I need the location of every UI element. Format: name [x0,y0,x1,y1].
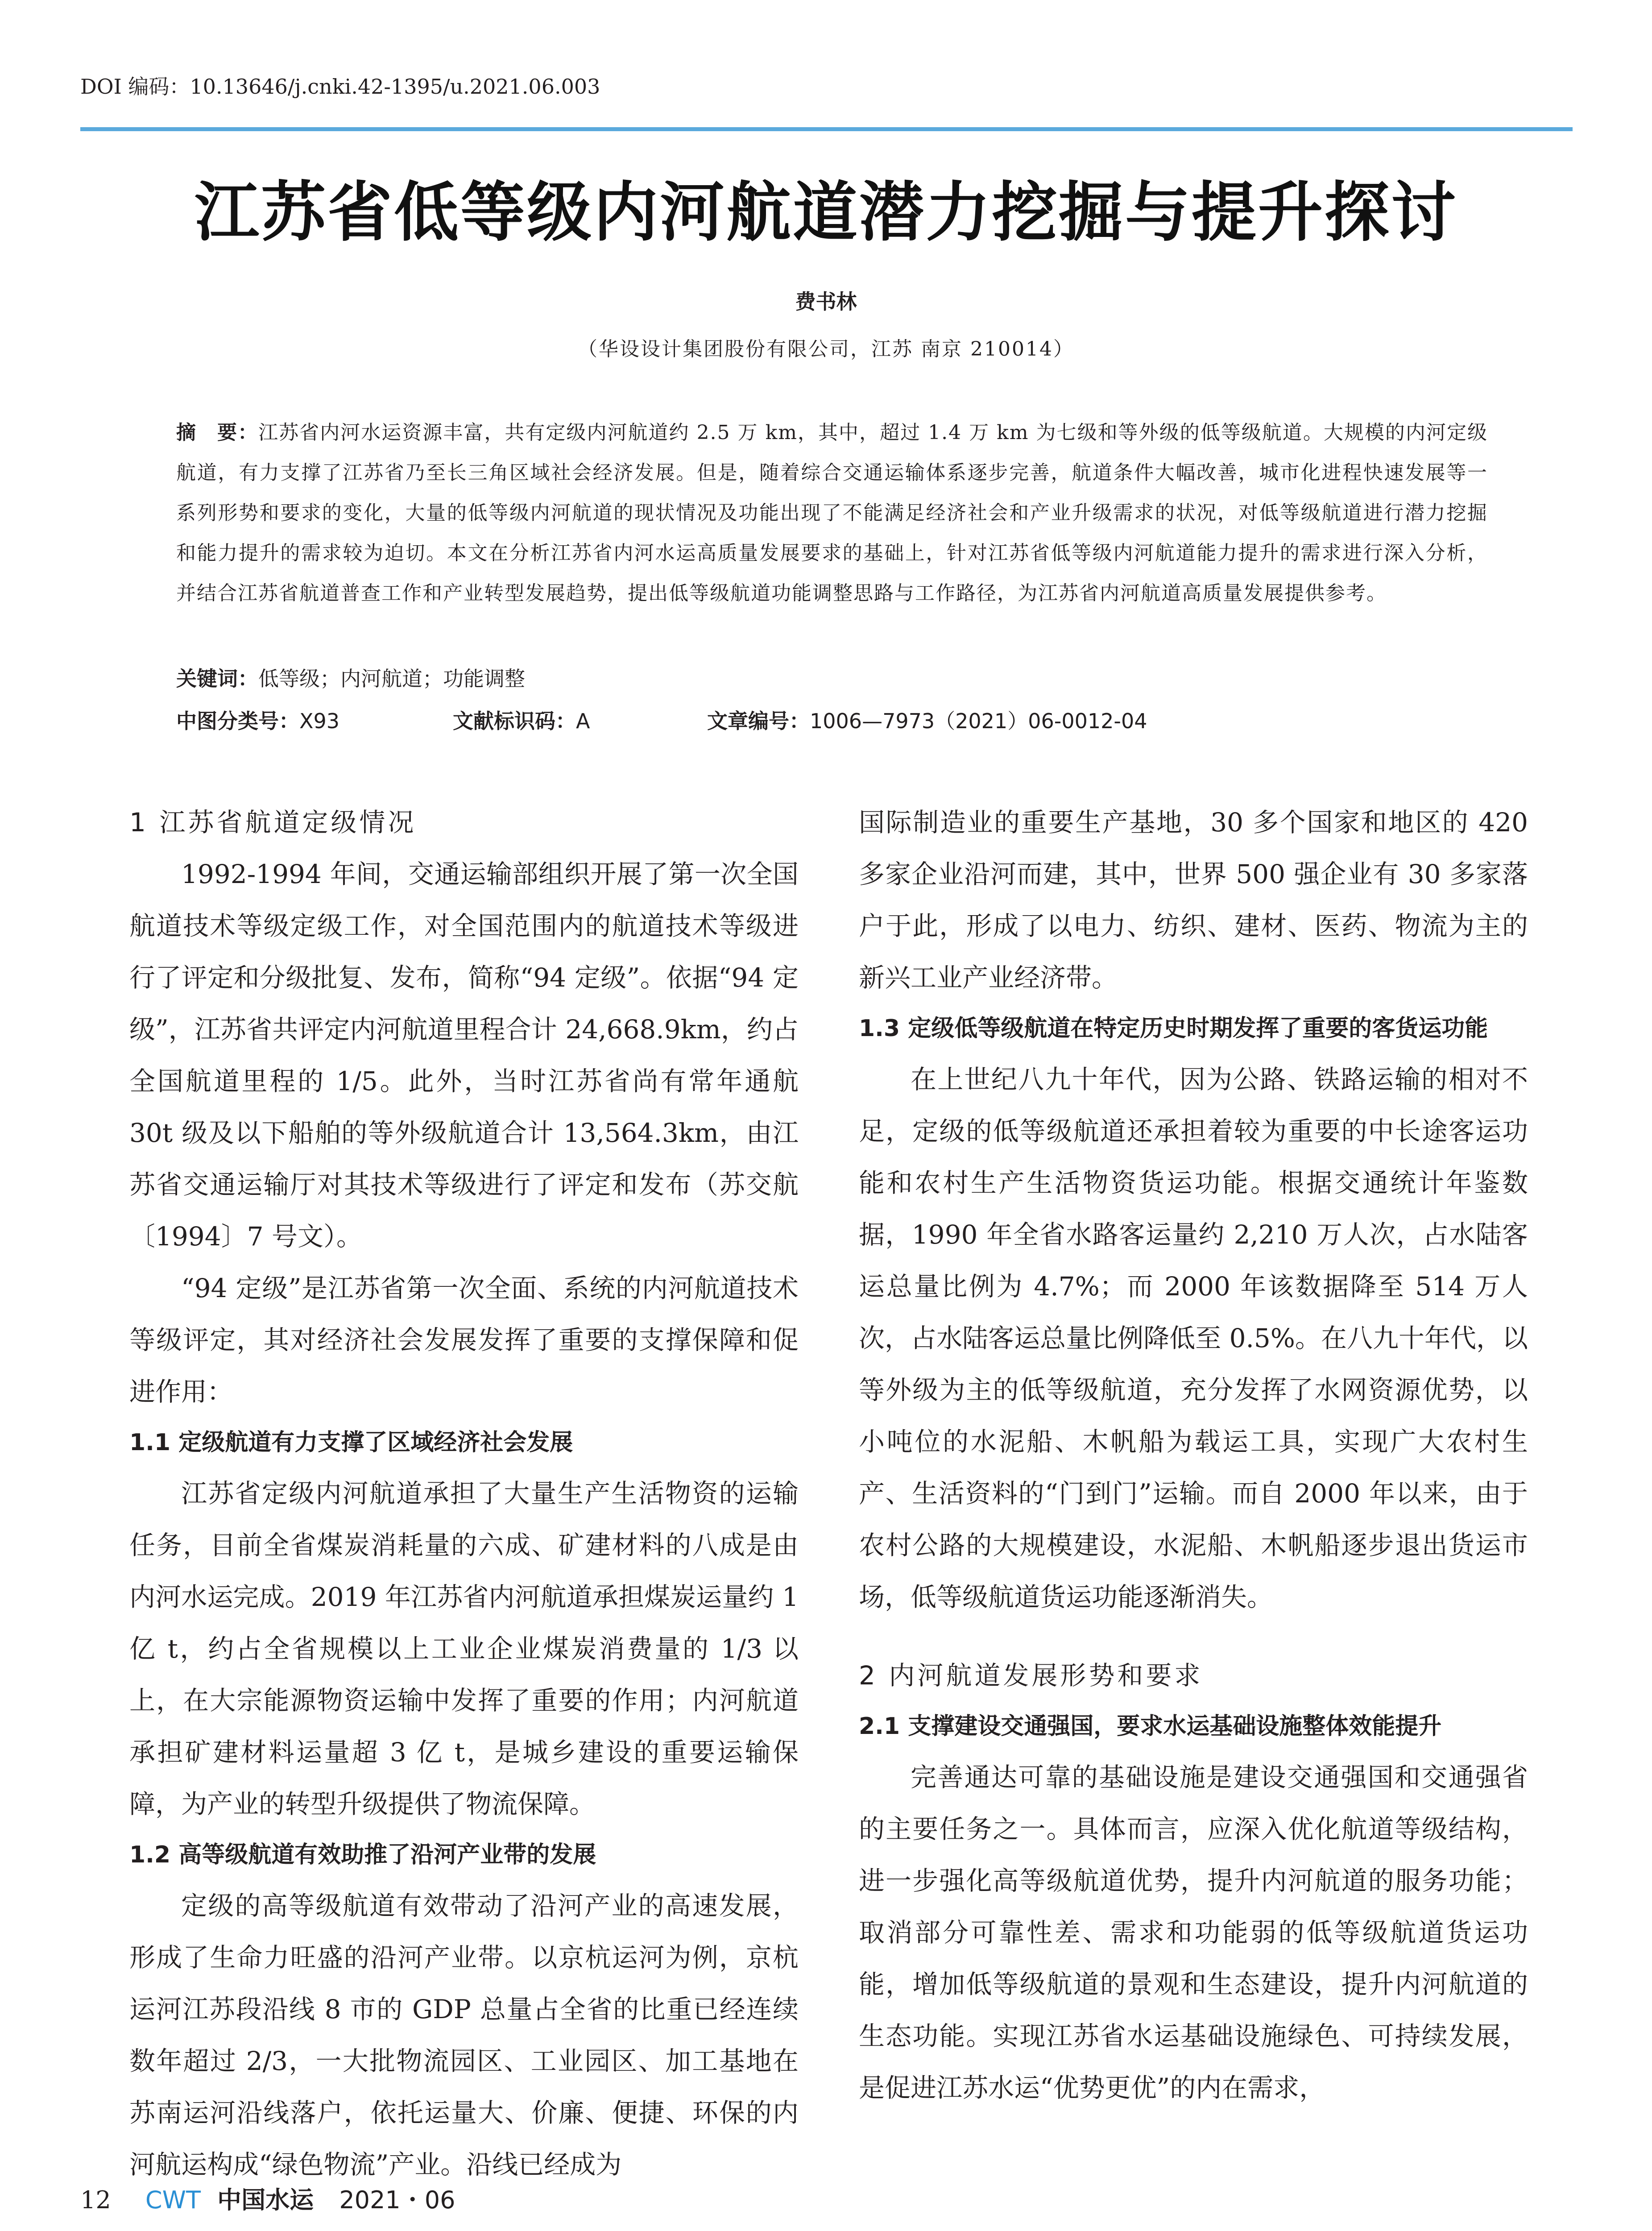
abstract-text: 江苏省内河水运资源丰富，共有定级内河航道约 2.5 万 km，其中，超过 1.4 万 km 为七级和等外级的低等级航道。大规模的内河定级航道，有力支撑了江苏省乃至长三角区域社会经济发展。但是，随着综合交通运输体系逐步完善，航道条件大幅改善，城市化进程快速发展等一系列形势和要求的变化，大量的低等级内河航道的现状情况及功能出现了不能满足经济社会和产业升级需求的状况，对低等级航道进行潜力挖掘和能力提升的需求较为迫切。本文在分析江苏省内河水运高质量发展要求的基础上，针对江苏省低等级内河航道能力提升的需求进行深入分析，并结合江苏省航道普查工作和产业转型发展趋势，提出低等级航道功能调整思路与工作路径，为江苏省内河航道高质量发展提供参考。 [176,421,1488,605]
article-title: 江苏省低等级内河航道潜力挖掘与提升探讨 [195,175,1457,250]
subsection-heading-1-3: 1.3 定级低等级航道在特定历史时期发挥了重要的客货运功能 [859,1015,1488,1042]
article-author: 费书林 [795,290,857,314]
subsection-heading-1-1: 1.1 定级航道有力支撑了区域经济社会发展 [129,1429,573,1456]
clc-label: 中图分类号： [176,709,299,733]
article-number [707,705,1147,734]
paragraph: 1992-1994 年间，交通运输部组织开展了第一次全国航道技术等级定级工作，对全国范围内的航道技术等级进行了评定和分级批复、发布，简称“94 定级”。依据“94 定级”，江苏省共评定内河航道里程合计 24,668.9km，约占全国航道里程的 1/5。此外，当时江苏省尚有常年通航 30t 级及以下船舶的等外级航道合计 13,564.3km，由江苏省交通运输厅对其技术等级进行了评定和发布（苏交航〔1994〕7 号文）。 [129,859,799,1252]
doc-code-label: 文献标识码： [453,709,576,733]
keywords-label: 关键词： [176,667,258,691]
paragraph: 国际制造业的重要生产基地，30 多个国家和地区的 420 多家企业沿河而建，其中，世界 500 强企业有 30 多家落户于此，形成了以电力、纺织、建材、医药、物流为主的新兴工业产业经济带。 [859,807,1528,993]
paragraph: 定级的高等级航道有效带动了沿河产业的高速发展，形成了生命力旺盛的沿河产业带。以京杭运河为例，京杭运河江苏段沿线 8 市的 GDP 总量占全省的比重已经连续数年超过 2/3，一大批物流园区、工业园区、加工基地在苏南运河沿线落户，依托运量大、价廉、便捷、环保的内河航运构成“绿色物流”产业。沿线已经成为 [129,1891,799,2180]
abstract [176,413,1488,614]
journal-name: 中国水运 [217,2186,314,2214]
keywords-text: 低等级；内河航道；功能调整 [258,667,525,691]
doi-code: DOI 编码：10.13646/j.cnki.42-1395/u.2021.06.003 [80,75,600,99]
section-heading-1: 1 江苏省航道定级情况 [129,807,417,838]
paragraph: 在上世纪八九十年代，因为公路、铁路运输的相对不足，定级的低等级航道还承担着较为重要的中长途客运功能和农村生产生活物资货运功能。根据交通统计年鉴数据，1990 年全省水路客运量约 2,210 万人次，占水陆客运总量比例为 4.7%；而 2000 年该数据降至 514 万人次，占水陆客运总量比例降低至 0.5%。在八九十年代，以等外级为主的低等级航道，充分发挥了水网资源优势，以小吨位的水泥船、木帆船为载运工具，实现广大农村生产、生活资料的“门到门”运输。而自 2000 年以来，由于农村公路的大规模建设，水泥船、木帆船逐步退出货运市场，低等级航道货运功能逐渐消失。 [859,1064,1528,1612]
header-rule [80,127,1573,131]
article-no-label: 文章编号： [707,709,810,733]
author-affiliation: （华设设计集团股份有限公司，江苏 南京 210014） [578,338,1074,361]
keywords [176,663,525,692]
right-column [859,796,1528,2114]
abstract-label: 摘 要： [176,421,259,444]
subsection-heading-1-2: 1.2 高等级航道有效助推了沿河产业带的发展 [129,1841,596,1868]
paragraph: 江苏省定级内河航道承担了大量生产生活物资的运输任务，目前全省煤炭消耗量的六成、矿建材料的八成是由内河水运完成。2019 年江苏省内河航道承担煤炭运量约 1 亿 t，约占全省规模以上工业企业煤炭消费量的 1/3 以上，在大宗能源物资运输中发挥了重要的作用；内河航道承担矿建材料运量超 3 亿 t，是城乡建设的重要运输保障，为产业的转型升级提供了物流保障。 [129,1478,799,1819]
left-column [129,796,799,2190]
journal-issue: 2021・06 [339,2186,455,2214]
document-code [453,705,590,734]
clc-value: X93 [299,709,340,733]
section-heading-2: 2 内河航道发展形势和要求 [859,1660,1203,1691]
article-no-value: 1006—7973（2021）06-0012-04 [810,709,1147,733]
section-gap [859,1623,1528,1650]
page-footer [80,2181,455,2215]
page-number: 12 [80,2186,111,2214]
paragraph: 完善通达可靠的基础设施是建设交通强国和交通强省的主要任务之一。具体而言，应深入优化航道等级结构，进一步强化高等级航道优势，提升内河航道的服务功能；取消部分可靠性差、需求和功能弱的低等级航道货运功能，增加低等级航道的景观和生态建设，提升内河航道的生态功能。实现江苏省水运基础设施绿色、可持续发展，是促进江苏水运“优势更优”的内在需求， [859,1762,1528,2103]
clc-number [176,705,340,734]
doc-code-value: A [576,709,590,733]
paragraph: “94 定级”是江苏省第一次全面、系统的内河航道技术等级评定，其对经济社会发展发挥了重要的支撑保障和促进作用： [129,1273,799,1407]
journal-logo: CWT [145,2186,201,2214]
subsection-heading-2-1: 2.1 支撑建设交通强国，要求水运基础设施整体效能提升 [859,1713,1442,1740]
